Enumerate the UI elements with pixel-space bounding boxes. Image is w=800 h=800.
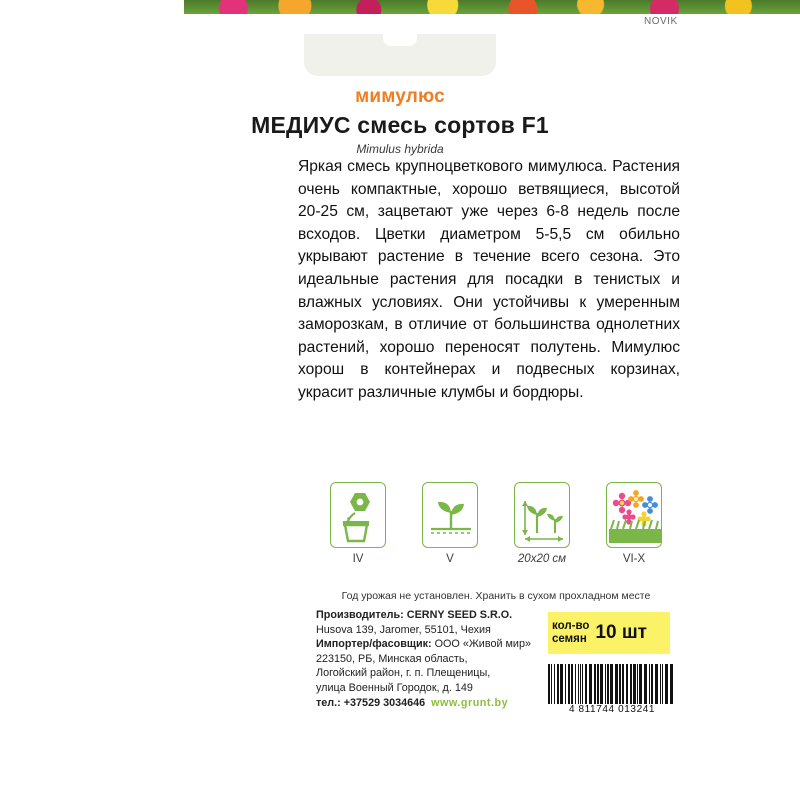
brand-label: NOVIK xyxy=(644,16,678,27)
barcode-bars xyxy=(548,664,674,704)
growing-info-icons xyxy=(330,482,660,582)
storage-note: Год урожая не установлен. Хранить в сухом прохладном месте xyxy=(341,590,651,602)
importer-address-1: 223150, РБ, Минская область, xyxy=(316,652,468,665)
seed-count-badge xyxy=(548,612,670,654)
importer-name: ООО «Живой мир» xyxy=(434,638,531,651)
icon-cell-seedling xyxy=(422,482,478,565)
latin-name: Mimulus hybrida xyxy=(356,142,444,156)
icon-caption-sowing: IV xyxy=(352,553,364,565)
importer-address-2: Логойский район, г. п. Плещеницы, xyxy=(316,667,491,680)
icon-cell-sowing xyxy=(330,482,386,565)
sowing-pot-icon xyxy=(330,482,386,548)
producer-label: Производитель: xyxy=(316,609,404,621)
description-block xyxy=(298,156,680,405)
seed-packet xyxy=(92,0,708,766)
seed-count-label xyxy=(552,620,589,646)
seed-count-quantity: 10 шт xyxy=(595,622,647,643)
icon-cell-spacing xyxy=(514,482,570,565)
icon-caption-seedling: V xyxy=(446,553,454,565)
hang-tab xyxy=(304,34,496,76)
flowering-icon xyxy=(606,482,662,548)
producer-address: Husova 139, Jaromer, 55101, Чехия xyxy=(316,623,491,636)
contact-line xyxy=(316,696,578,711)
importer-address-3: улица Военный Городок, д. 149 xyxy=(316,681,473,694)
barcode xyxy=(548,664,674,704)
icon-caption-flowering: VI-X xyxy=(622,553,646,565)
website-link[interactable]: www.grunt.by xyxy=(431,696,509,709)
description-text: Яркая смесь крупноцветкового мимулюса. Растения очень компактные, хорошо ветвящиеся, высотой 20-25 см, зацветают уже через 6-8 недель после всходов. Цветки диаметром 5-5,5 см обильно укрывают растение в течение всего сезона. Это идеальные растения для посадки в тенистых и влажных условиях. Они устойчивы к умеренным заморозкам, в отличие от большинства однолетних растений, хорошо переносят полутень. Мимулюс хорош в контейнерах и подвесных корзинах, украсит различные клумбы и бордюры. xyxy=(298,158,680,401)
producer-name: CERNY SEED S.R.O. xyxy=(406,609,513,621)
plant-common-name: мимулюс xyxy=(355,86,445,107)
flower-photo-strip xyxy=(184,0,800,14)
title-block xyxy=(92,86,708,156)
spacing-icon xyxy=(514,482,570,548)
producer-line xyxy=(316,608,578,623)
phone-number: тел.: +37529 3034646 xyxy=(316,696,426,709)
variety-name: МЕДИУС смесь сортов F1 xyxy=(251,112,549,138)
flower-photo-band xyxy=(184,0,800,14)
footer-block xyxy=(316,608,578,710)
barcode-number: 4 811744 013241 xyxy=(568,704,656,715)
importer-line xyxy=(316,637,578,652)
icon-cell-flowering xyxy=(606,482,662,565)
seedling-soil-icon xyxy=(422,482,478,548)
icon-caption-spacing: 20x20 см xyxy=(517,553,567,565)
seed-count-label-line1: кол-во xyxy=(552,620,590,632)
seed-count-label-line2: семян xyxy=(552,633,587,645)
importer-label: Импортер/фасовщик: xyxy=(316,638,432,651)
